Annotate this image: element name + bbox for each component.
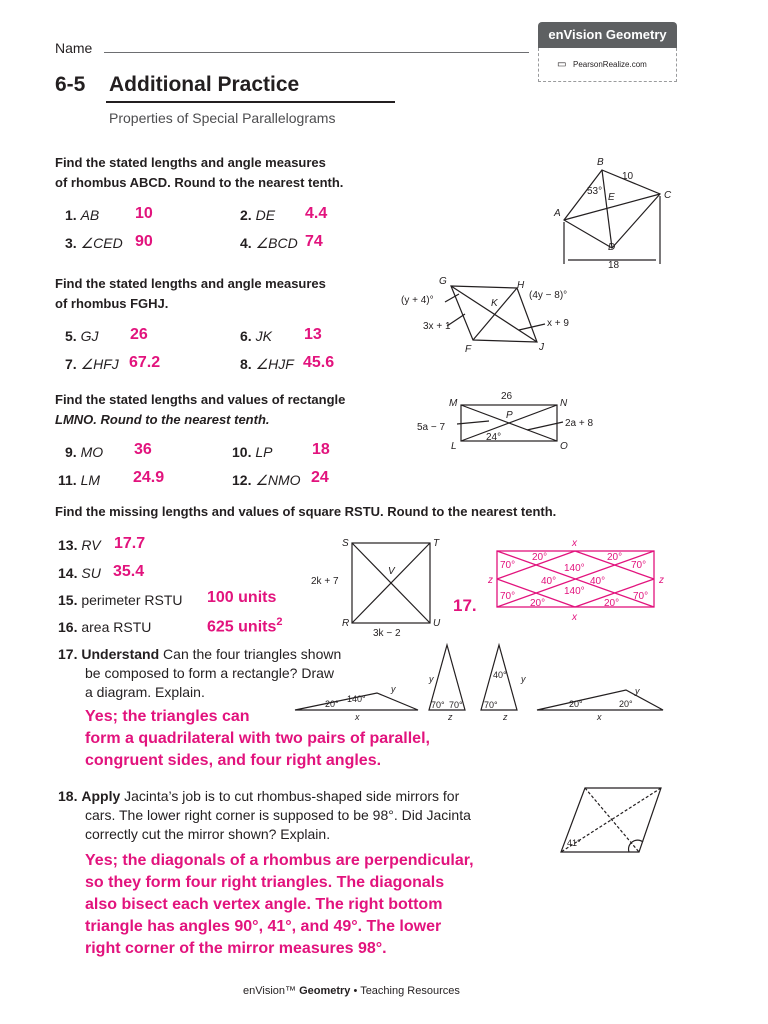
answer-17-line2: form a quadrilateral with two pairs of parallel, bbox=[85, 730, 430, 747]
answer-17-rectangle bbox=[480, 536, 670, 626]
laptop-icon: ▭ bbox=[557, 59, 567, 70]
rhombus-fghj-figure bbox=[395, 270, 595, 358]
rectangle-lmno-figure bbox=[415, 388, 615, 458]
four-triangles-figure bbox=[285, 640, 675, 725]
answer-18-line1: Yes; the diagonals of a rhombus are perpendicular, bbox=[85, 852, 474, 869]
answer-11: 24.9 bbox=[133, 469, 165, 486]
question-9: 9. MO bbox=[65, 444, 104, 460]
tri4-x: x bbox=[597, 712, 602, 722]
answer-1: 10 bbox=[135, 205, 153, 222]
answer-12: 24 bbox=[311, 469, 329, 486]
rect-a140-bottom: 140° bbox=[564, 586, 585, 597]
answer-14: 35.4 bbox=[113, 563, 145, 580]
answer-9: 36 bbox=[134, 441, 152, 458]
question-3: 3. ∠CED bbox=[65, 235, 123, 251]
label-o: O bbox=[560, 441, 568, 452]
realize-box bbox=[538, 48, 677, 82]
section3-instruction-1: Find the stated lengths and values of rectangle bbox=[55, 392, 346, 407]
label-r: R bbox=[342, 618, 350, 629]
label-t: T bbox=[433, 538, 440, 549]
label-right: 2a + 8 bbox=[565, 418, 594, 429]
tri2-a70-left: 70° bbox=[431, 700, 445, 710]
answer-13: 17.7 bbox=[114, 535, 146, 552]
rect-a20-tr: 20° bbox=[607, 552, 623, 563]
tri4-y: y bbox=[635, 686, 640, 696]
label-d: D bbox=[608, 242, 616, 253]
lesson-title: Additional Practice bbox=[109, 73, 300, 96]
tri3-y: y bbox=[521, 674, 526, 684]
tri2-y: y bbox=[429, 674, 434, 684]
label-diag: 18 bbox=[608, 260, 620, 271]
tri1-a20: 20° bbox=[325, 699, 339, 709]
question-15: 15. perimeter RSTU bbox=[58, 592, 183, 608]
label-e3: 3x + 1 bbox=[423, 321, 451, 332]
question-2: 2. DE bbox=[240, 207, 276, 223]
question-6: 6. JK bbox=[240, 328, 272, 344]
question-17-line3: a diagram. Explain. bbox=[85, 684, 205, 700]
answer-10: 18 bbox=[312, 441, 330, 458]
question-16: 16. area RSTU bbox=[58, 619, 152, 635]
label-e4: x + 9 bbox=[547, 318, 569, 329]
label-k: K bbox=[491, 298, 498, 309]
tri2-z: z bbox=[448, 712, 453, 722]
answer-6: 13 bbox=[304, 326, 322, 343]
rect-z-left: z bbox=[488, 575, 493, 586]
label-g: G bbox=[439, 276, 447, 287]
question-14: 14. SU bbox=[58, 565, 101, 581]
question-13: 13. RV bbox=[58, 537, 101, 553]
rect-a20-tl: 20° bbox=[532, 552, 548, 563]
lesson-number: 6-5 bbox=[55, 73, 86, 96]
label-top: 26 bbox=[501, 391, 513, 402]
label-b: B bbox=[597, 157, 604, 168]
question-12: 12. ∠NMO bbox=[232, 472, 301, 488]
question-10: 10. LP bbox=[232, 444, 273, 460]
answer-17-line1: Yes; the triangles can bbox=[85, 708, 250, 725]
section1-instruction-2: of rhombus ABCD. Round to the nearest tenth. bbox=[55, 175, 344, 190]
label-angle: 53° bbox=[587, 186, 603, 197]
tri4-a20-right: 20° bbox=[619, 699, 633, 709]
question-7: 7. ∠HFJ bbox=[65, 356, 119, 372]
label-j: J bbox=[539, 342, 544, 353]
label-e1: (y + 4)° bbox=[401, 295, 434, 306]
answer-7: 67.2 bbox=[129, 354, 161, 371]
answer-17-line3: congruent sides, and four right angles. bbox=[85, 752, 382, 769]
brand-badge: enVision Geometry bbox=[538, 22, 677, 48]
label-l: L bbox=[451, 441, 457, 452]
answer-3: 90 bbox=[135, 233, 153, 250]
tri4-a20-left: 20° bbox=[569, 699, 583, 709]
question-17: 17. Understand Can the four triangles shown bbox=[58, 646, 342, 662]
label-n: N bbox=[560, 398, 568, 409]
section1-instruction-1: Find the stated lengths and angle measures bbox=[55, 155, 326, 170]
section3-instruction-2: LMNO. Round to the nearest tenth. bbox=[55, 412, 270, 427]
name-line bbox=[104, 52, 529, 53]
section2-instruction-1: Find the stated lengths and angle measures bbox=[55, 276, 326, 291]
answer-4: 74 bbox=[305, 233, 323, 250]
tri1-x: x bbox=[355, 712, 360, 722]
rhombus-abcd-figure bbox=[540, 150, 690, 275]
tri2-a70-right: 70° bbox=[449, 700, 463, 710]
rect-a140-top: 140° bbox=[564, 563, 585, 574]
rect-a40-left: 40° bbox=[541, 576, 557, 587]
label-a: A bbox=[554, 208, 561, 219]
realize-text: PearsonRealize.com bbox=[573, 60, 647, 69]
question-18: 18. Apply Jacinta’s job is to cut rhombus-shaped side mirrors for bbox=[58, 788, 460, 804]
rect-a70-tl: 70° bbox=[500, 560, 516, 571]
label-e: E bbox=[608, 192, 615, 203]
rect-a70-br: 70° bbox=[633, 591, 649, 602]
rect-a70-tr: 70° bbox=[631, 560, 647, 571]
rect-x-bottom: x bbox=[572, 612, 577, 623]
rect-a40-right: 40° bbox=[590, 576, 606, 587]
answer-18-line4: triangle has angles 90°, 41°, and 49°. The lower bbox=[85, 918, 442, 935]
answer-16: 625 units$^2$ bbox=[207, 616, 283, 636]
title-rule bbox=[106, 101, 395, 103]
answer-5: 26 bbox=[130, 326, 148, 343]
label-u: U bbox=[433, 618, 441, 629]
rect-a70-bl: 70° bbox=[500, 591, 516, 602]
answer-18-line5: right corner of the mirror measures 98°. bbox=[85, 940, 387, 957]
label-h: H bbox=[517, 280, 525, 291]
label-angle-24: 24° bbox=[486, 432, 502, 443]
label-square-left: 2k + 7 bbox=[311, 576, 339, 587]
section2-instruction-2: of rhombus FGHJ. bbox=[55, 296, 169, 311]
mirror-angle-41: 41° bbox=[567, 838, 581, 848]
tri3-z: z bbox=[503, 712, 508, 722]
label-p: P bbox=[506, 410, 513, 421]
tri3-a70: 70° bbox=[484, 700, 498, 710]
name-label: Name bbox=[55, 40, 93, 56]
answer-15: 100 units bbox=[207, 589, 277, 606]
section4-instruction: Find the missing lengths and values of square RSTU. Round to the nearest tenth. bbox=[55, 504, 557, 519]
mirror-rhombus-figure bbox=[555, 780, 675, 862]
label-e2: (4y − 8)° bbox=[529, 290, 568, 301]
label-v: V bbox=[388, 566, 395, 577]
question-18-line3: correctly cut the mirror shown? Explain. bbox=[85, 826, 331, 842]
label-f: F bbox=[465, 344, 472, 355]
question-5: 5. GJ bbox=[65, 328, 99, 344]
square-rstu-figure bbox=[305, 532, 455, 642]
tri1-y: y bbox=[391, 684, 396, 694]
answer-18-line3: also bisect each vertex angle. The right bottom bbox=[85, 896, 443, 913]
label-c: C bbox=[664, 190, 672, 201]
question-17-line2: be composed to form a rectangle? Draw bbox=[85, 665, 335, 681]
answer-17-label: 17. bbox=[453, 596, 477, 615]
answer-18-line2: so they form four right triangles. The diagonals bbox=[85, 874, 445, 891]
question-8: 8. ∠HJF bbox=[240, 356, 294, 372]
answer-2: 4.4 bbox=[305, 205, 328, 222]
question-18-line2: cars. The lower right corner is supposed to be 98°. Did Jacinta bbox=[85, 807, 471, 823]
footer: enVision™ Geometry • Teaching Resources bbox=[243, 985, 460, 997]
answer-8: 45.6 bbox=[303, 354, 335, 371]
rect-x-top: x bbox=[572, 538, 577, 549]
label-s: S bbox=[342, 538, 349, 549]
lesson-subtitle: Properties of Special Parallelograms bbox=[109, 110, 336, 126]
label-m: M bbox=[449, 398, 458, 409]
question-11: 11. LM bbox=[58, 472, 101, 488]
label-side: 10 bbox=[622, 171, 634, 182]
question-4: 4. ∠BCD bbox=[240, 235, 298, 251]
rect-a20-bl: 20° bbox=[530, 598, 546, 609]
label-left: 5a − 7 bbox=[417, 422, 446, 433]
tri1-a140: 140° bbox=[347, 694, 366, 704]
question-1: 1. AB bbox=[65, 207, 100, 223]
rect-a20-br: 20° bbox=[604, 598, 620, 609]
rect-z-right: z bbox=[659, 575, 664, 586]
label-square-bottom: 3k − 2 bbox=[373, 628, 401, 639]
tri3-a40: 40° bbox=[493, 670, 507, 680]
